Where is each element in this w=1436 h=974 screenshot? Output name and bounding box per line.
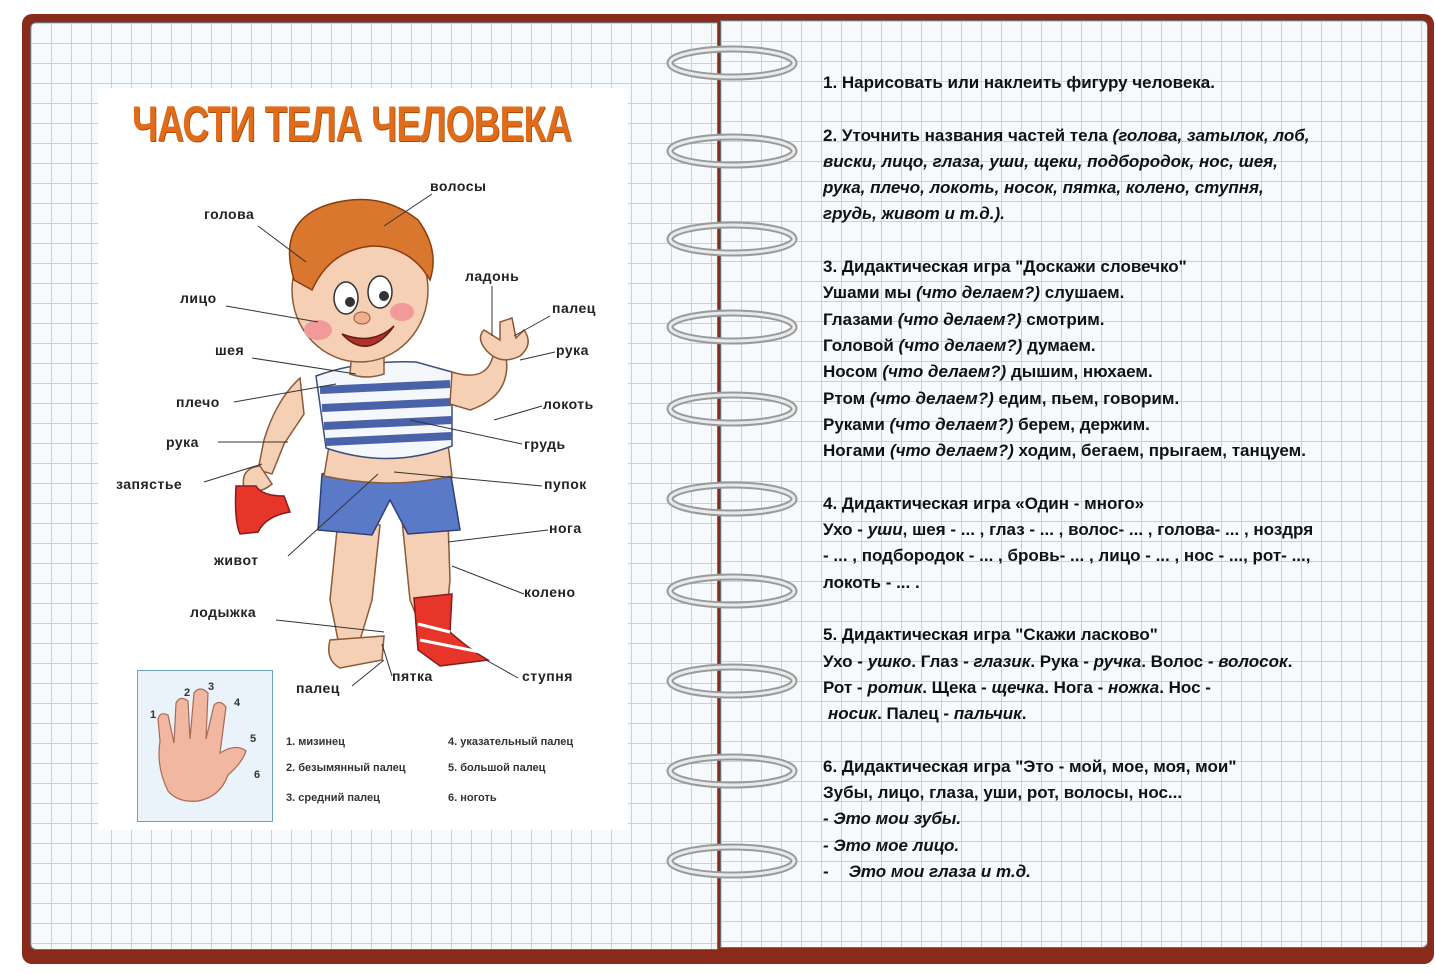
finger-name: 4. указательный палец — [448, 736, 574, 748]
task-6-line: - Это мои глаза и т.д. — [823, 861, 1031, 881]
task-5-line: носик. Палец - пальчик. — [828, 704, 1027, 724]
spiral-ring — [652, 836, 812, 886]
task-3-row: Ртом (что делаем?) едим, пьем, говорим. — [823, 388, 1180, 408]
label-zhivot: живот — [214, 552, 259, 568]
finger-mark: 6 — [254, 769, 261, 781]
task-5-line: Рот - ротик. Щека - щечка. Нога - ножка. Нос - — [823, 677, 1211, 697]
task-4-title: 4. Дидактическая игра «Один - много» — [823, 493, 1145, 513]
label-lokot: локоть — [543, 396, 594, 412]
finger-name: 6. ноготь — [448, 792, 497, 804]
label-stupnya: ступня — [522, 668, 573, 684]
label-palec-foot: палец — [296, 680, 340, 696]
task-5-line: Ухо - ушко. Глаз - глазик. Рука - ручка. Волос - волосок. — [823, 651, 1293, 671]
finger-mark: 3 — [208, 681, 215, 693]
label-litso: лицо — [180, 290, 217, 306]
label-pupok: пупок — [544, 476, 587, 492]
label-zapyastie: запястье — [116, 476, 183, 492]
label-lodyzhka: лодыжка — [190, 604, 257, 620]
label-noga: нога — [549, 520, 582, 536]
task-3-row: Головой (что делаем?) думаем. — [823, 335, 1096, 355]
finger-name: 3. средний палец — [286, 792, 380, 804]
task-3-row: Ногами (что делаем?) ходим, бегаем, прыгаем, танцуем. — [823, 441, 1306, 461]
spiral-ring — [652, 384, 812, 434]
spiral-ring — [652, 746, 812, 796]
spiral-ring — [652, 38, 812, 88]
label-grud: грудь — [524, 436, 566, 452]
task-5-title: 5. Дидактическая игра "Скажи ласково" — [823, 625, 1158, 645]
finger-name: 5. большой палец — [448, 762, 546, 774]
label-ruka-right: рука — [556, 342, 589, 358]
task-4-line: Ухо - уши, шея - ... , глаз - ... , волос- ... , голова- ... , ноздря — [823, 520, 1314, 540]
spiral-ring — [652, 126, 812, 176]
task-3-title: 3. Дидактическая игра "Доскажи словечко" — [823, 257, 1187, 277]
label-ladon: ладонь — [465, 268, 520, 284]
task-6-line: - Это мое лицо. — [823, 835, 960, 855]
task-3-row: Руками (что делаем?) берем, держим. — [823, 414, 1150, 434]
task-3-row: Глазами (что делаем?) смотрим. — [823, 309, 1105, 329]
label-golova: голова — [204, 206, 255, 222]
task-6-title: 6. Дидактическая игра "Это - мой, мое, моя, мои" — [823, 756, 1237, 776]
label-sheya: шея — [215, 342, 245, 358]
spiral-ring — [652, 474, 812, 524]
finger-mark: 1 — [150, 709, 157, 721]
task-1: 1. Нарисовать или наклеить фигуру человека. — [823, 73, 1215, 92]
spiral-ring — [652, 302, 812, 352]
label-koleno: колено — [524, 584, 576, 600]
spiral-ring — [652, 214, 812, 264]
tasks-text: 1. Нарисовать или наклеить фигуру человека. 2. Уточнить названия частей тела (голова, затылок, лоб, виски, лицо, глаза, уши, щеки, подбородок, нос, шея, рука, плечо, локоть, носок, пятка, колено, ступня, грудь, живот и т.д.). 3. Дидактическая игра "Доскажи словечко" Ушами мы (что делаем?) слушаем. Глазами (что делаем?) смотрим. Головой (что делаем?) думаем. Носом (что делаем?) дышим, нюхаем. Ртом (что делаем?) едим, пьем, говорим. Руками (что делаем?) берем, держим. Ногами (что делаем?) ходим, бегаем, прыгаем, танцуем. 4. Дидактическая игра «Один - много» Ухо - уши, шея - ... , глаз - ... , волос- ... , голова- ... , ноздря - ... , подбородок - ... , бровь- ... , лицо - ... , нос - ..., рот- ..., локоть - ... . 5. Дидактическая игра "Скажи ласково" Ухо - ушко. Глаз - глазик. Рука - ручка. Волос - волосок. Рот - ротик. Щека - щечка. Нога - ножка. Нос - носик. Палец - пальчик. 6. Дидактическая игра "Это - мой, мое, моя, мои" Зубы, лицо, глаза, уши, рот, волосы, нос... - Это мои зубы. - Это мое лицо. - Это мои глаза и т.д. — [823, 70, 1403, 885]
task-6-line: - Это мои зубы. — [823, 809, 962, 829]
task-3-row: Ушами мы (что делаем?) слушаем. — [823, 283, 1125, 303]
label-volosy: волосы — [430, 178, 487, 194]
poster-title: ЧАСТИ ТЕЛА ЧЕЛОВЕКА — [132, 96, 572, 152]
label-pyatka: пятка — [392, 668, 433, 684]
task-6-line: Зубы, лицо, глаза, уши, рот, волосы, нос... — [823, 783, 1183, 803]
hand-icon — [138, 671, 272, 821]
task-3-row: Носом (что делаем?) дышим, нюхаем. — [823, 362, 1153, 382]
finger-name: 1. мизинец — [286, 736, 345, 748]
task-2: 2. Уточнить названия частей тела (голова, затылок, лоб, — [823, 125, 1310, 145]
finger-name: 2. безымянный палец — [286, 762, 406, 774]
finger-mark: 4 — [234, 697, 241, 709]
spiral-ring — [652, 566, 812, 616]
finger-mark: 2 — [184, 687, 191, 699]
hand-diagram — [137, 670, 273, 822]
label-ruka-left: рука — [166, 434, 199, 450]
spiral-ring — [652, 656, 812, 706]
finger-mark: 5 — [250, 733, 257, 745]
label-palec-hand: палец — [552, 300, 596, 316]
task-4-line: - ... , подбородок - ... , бровь- ... , лицо - ... , нос - ..., рот- ..., — [823, 546, 1311, 566]
task-4-line: локоть - ... . — [823, 572, 920, 592]
label-plecho: плечо — [176, 394, 220, 410]
